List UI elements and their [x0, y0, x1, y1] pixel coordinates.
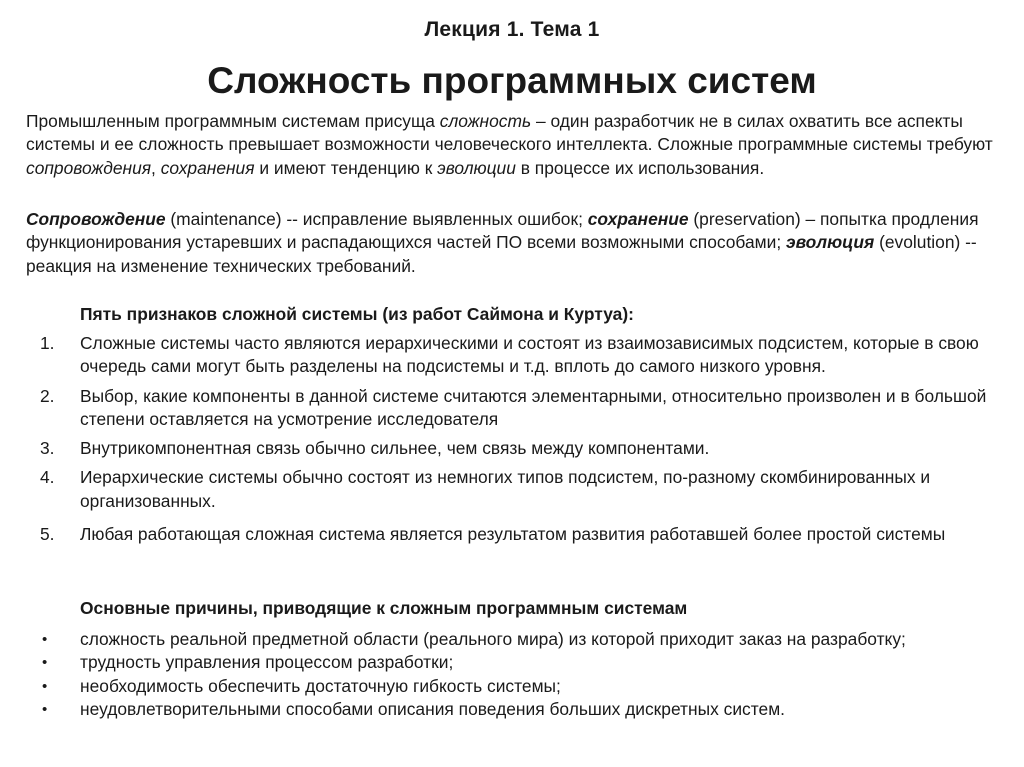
- list-number: 4.: [40, 467, 55, 488]
- list-item-text: неудовлетворительными способами описания поведения больших дискретных систем.: [80, 698, 785, 719]
- list-item-text: Сложные системы часто являются иерархическими и состоят из взаимозависимых подсистем, которые в свою очередь сами могут быть разделены на подсистемы и т.д. вплоть до самого низкого уровня.: [80, 333, 979, 377]
- text-run-italic: эволюции: [437, 157, 516, 178]
- text-run-italic: сохранения: [160, 157, 255, 178]
- text-run: в процессе их использования.: [515, 157, 765, 178]
- causes-list: [0, 628, 1024, 721]
- bullet-icon: •: [42, 677, 48, 695]
- list-number: 5.: [40, 524, 55, 545]
- list-item: [0, 332, 995, 379]
- list-item: [0, 628, 980, 651]
- list-item: [0, 466, 995, 513]
- lecture-label: Лекция 1. Тема 1: [424, 18, 600, 41]
- text-run: Промышленным программным системам присуща: [26, 111, 440, 131]
- list-item-text: сложность реальной предметной области (реального мира) из которой приходит заказ на разработку;: [80, 629, 906, 649]
- list-item-text: необходимость обеспечить достаточную гибкость системы;: [80, 675, 561, 696]
- list-item-text: Внутрикомпонентная связь обычно сильнее, чем связь между компонентами.: [80, 438, 710, 459]
- bullet-icon: •: [42, 700, 48, 718]
- list-item: [0, 385, 995, 432]
- intro-paragraph: [26, 110, 1001, 180]
- term-preservation: сохранение: [587, 209, 689, 229]
- term-evolution: эволюция: [786, 232, 875, 253]
- list-item: [0, 698, 980, 721]
- list-item-text: Иерархические системы обычно состоят из немногих типов подсистем, по-разному скомбинированных и организованных.: [80, 467, 931, 511]
- slide-title: Сложность программных систем: [207, 60, 817, 101]
- list-item: [0, 651, 980, 674]
- causes-heading: Основные причины, приводящие к сложным программным системам: [80, 598, 688, 618]
- signs-list: [0, 332, 1024, 555]
- text-run: и имеют тенденцию к: [254, 157, 438, 178]
- list-item: [0, 437, 995, 460]
- term-maintenance: Сопровождение: [26, 209, 166, 229]
- text-run: (preservation) – попытка продления функционирования устаревших и распадающихся частей ПО всеми возможными способами;: [26, 209, 979, 253]
- bullet-icon: •: [42, 654, 48, 672]
- list-item: [0, 675, 980, 698]
- definitions-paragraph: [26, 208, 1001, 278]
- list-item-text: Выбор, какие компоненты в данной системе считаются элементарными, относительно произволен и в большой степени оставляется на усмотрение исследователя: [80, 385, 987, 429]
- text-run: – один разработчик не в силах охватить все аспекты системы и ее сложность превышает возможности человеческого интеллекта. Сложные программные системы требуют: [26, 111, 993, 155]
- list-number: 2.: [40, 385, 55, 406]
- text-run: (maintenance) -- исправление выявленных ошибок;: [165, 209, 588, 229]
- text-run: ,: [151, 157, 161, 178]
- list-item-text: трудность управления процессом разработки;: [80, 652, 454, 673]
- list-item: [0, 519, 995, 549]
- list-number: 3.: [40, 438, 55, 459]
- list-number: 1.: [40, 333, 55, 353]
- text-run-italic: сопровождения: [26, 157, 152, 178]
- signs-heading: Пять признаков сложной системы (из работ Саймона и Куртуа):: [80, 304, 634, 324]
- bullet-icon: •: [42, 631, 48, 648]
- list-item-text: Любая работающая сложная система является результатом развития работавшей более простой системы: [80, 524, 946, 545]
- text-run: (evolution) -- реакция на изменение технических требований.: [26, 232, 977, 276]
- text-run-italic: сложность: [439, 111, 532, 131]
